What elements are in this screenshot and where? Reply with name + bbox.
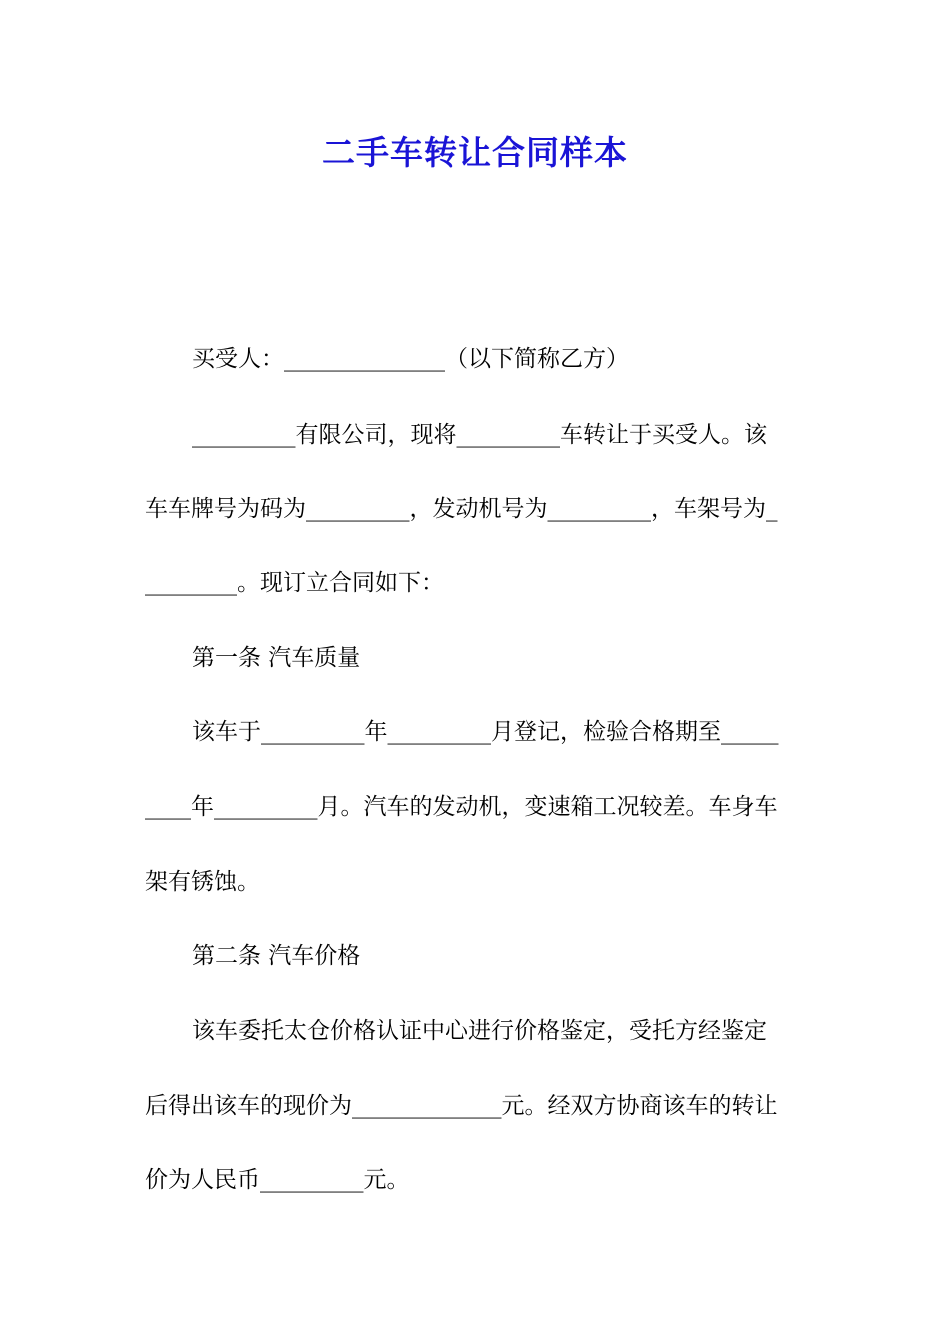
paragraph-line: 价为人民币_________元。 xyxy=(145,1167,410,1193)
paragraph-line: 后得出该车的现价为_____________元。经双方协商该车的转让 xyxy=(145,1093,778,1119)
paragraph-line: 该车委托太仓价格认证中心进行价格鉴定，受托方经鉴定 xyxy=(192,1018,767,1044)
document-title: 二手车转让合同样本 xyxy=(322,133,628,172)
paragraph-line: ________。现订立合同如下： xyxy=(145,570,444,596)
article-heading: 第二条 汽车价格 xyxy=(192,943,361,969)
paragraph-line: ____年_________月。汽车的发动机，变速箱工况较差。车身车 xyxy=(145,794,778,820)
paragraph-line: 该车于_________年_________月登记，检验合格期至_____ xyxy=(192,719,779,745)
paragraph-line: 架有锈蚀。 xyxy=(145,869,260,895)
buyer-line: 买受人：______________（以下简称乙方） xyxy=(192,346,629,372)
article-heading: 第一条 汽车质量 xyxy=(192,645,361,671)
paragraph-line: _________有限公司，现将_________车转让于买受人。该 xyxy=(192,422,767,448)
paragraph-line: 车车牌号为码为_________，发动机号为_________，车架号为_ xyxy=(145,496,778,522)
